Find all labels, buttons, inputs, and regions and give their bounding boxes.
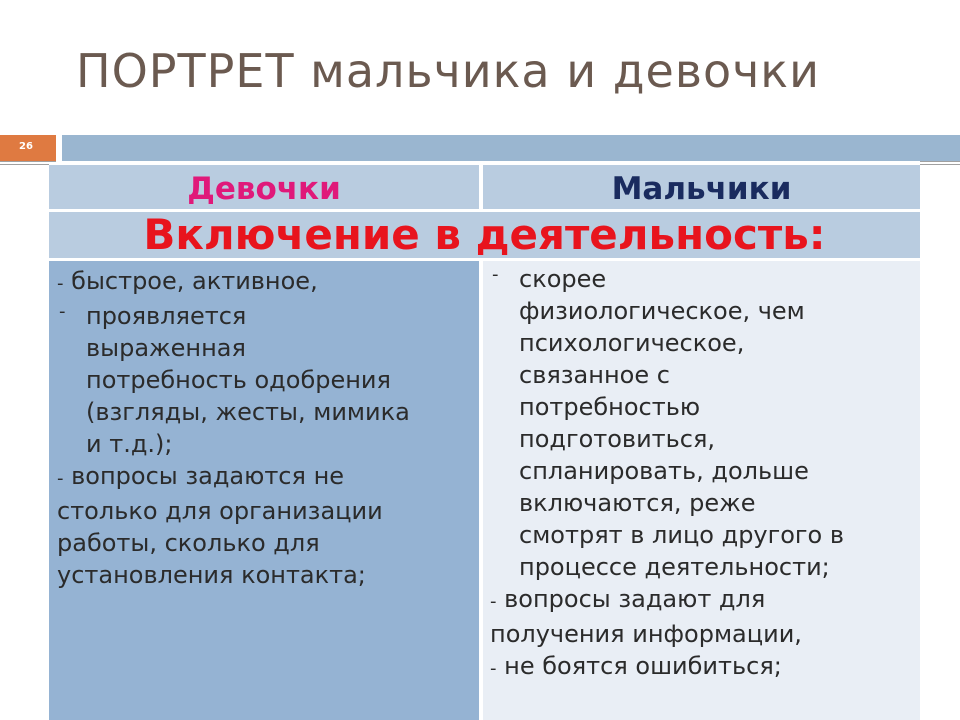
girls-column-header: Девочки bbox=[49, 163, 481, 209]
table-subheader: Включение в деятельность: bbox=[49, 209, 920, 261]
list-item-text: проявляется выраженная потребность одобрения (взгляды, жесты, мимика и т.д.); bbox=[86, 302, 410, 458]
list-item bbox=[490, 263, 920, 583]
list-item-continuation: получения информации, bbox=[490, 620, 802, 648]
list-item-text: не боятся ошибиться; bbox=[504, 652, 782, 680]
list-item-text: вопросы задаются не bbox=[71, 462, 345, 490]
dash-marker: - bbox=[490, 591, 497, 612]
list-item-continuation: столько для организации работы, сколько для установления контакта; bbox=[57, 497, 383, 589]
list-item bbox=[57, 460, 479, 495]
boys-column-header: Мальчики bbox=[483, 163, 920, 209]
list-item-text: скорее физиологическое, чем психологическое, связанное с потребностью подготовиться, спланировать, дольше включаются, реже смотрят в лицо другого в процессе деятельности; bbox=[519, 265, 844, 581]
dash-marker: - bbox=[59, 301, 66, 322]
slide-title: ПОРТРЕТ мальчика и девочки bbox=[76, 44, 820, 98]
dash-marker: - bbox=[492, 264, 499, 285]
dash-marker: - bbox=[57, 273, 64, 294]
title-rule-bar bbox=[62, 135, 960, 161]
list-item-text: быстрое, активное, bbox=[71, 267, 318, 295]
dash-marker: - bbox=[57, 468, 64, 489]
dash-marker: - bbox=[490, 658, 497, 679]
rule-line bbox=[0, 161, 56, 162]
list-item bbox=[490, 583, 920, 618]
list-item bbox=[490, 650, 920, 685]
comparison-table bbox=[49, 163, 920, 720]
rule-line bbox=[920, 164, 960, 165]
list-item-text: вопросы задают для bbox=[504, 585, 766, 613]
boys-column-body bbox=[483, 261, 920, 720]
rule-line bbox=[0, 164, 56, 165]
slide-number-badge: 26 bbox=[0, 135, 56, 161]
list-item bbox=[57, 265, 479, 300]
rule-line bbox=[920, 161, 960, 162]
girls-column-body bbox=[49, 261, 481, 720]
list-item bbox=[57, 300, 479, 460]
